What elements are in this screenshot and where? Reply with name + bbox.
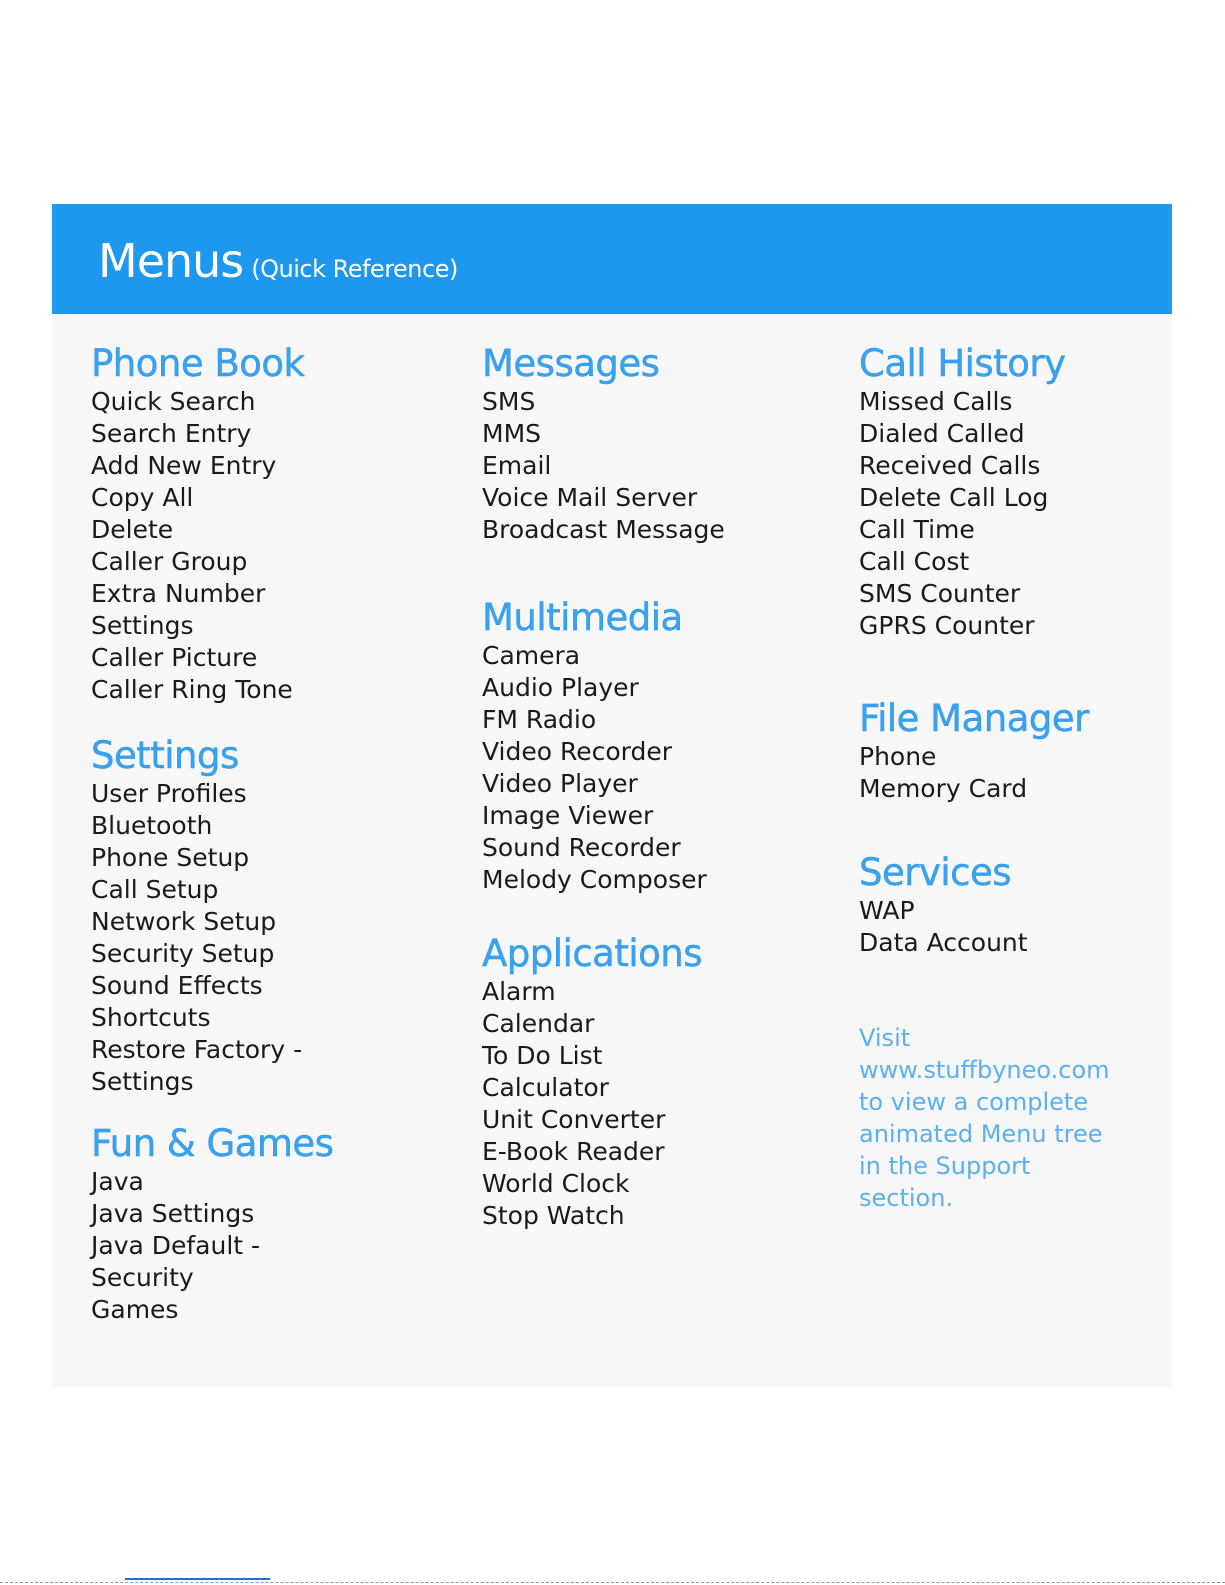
menu-item: Shortcuts xyxy=(91,1003,211,1032)
menu-item: Sound Effects xyxy=(91,971,263,1000)
menu-item: Search Entry xyxy=(91,419,252,448)
menu-item: Restore Factory - xyxy=(91,1035,303,1064)
note-line: Visit xyxy=(859,1024,911,1052)
menu-list-messages xyxy=(482,386,725,546)
page-edge-divider xyxy=(0,1582,1225,1583)
menu-list-file-manager xyxy=(859,741,1089,805)
section-title-services: Services xyxy=(859,851,1012,894)
menu-item: World Clock xyxy=(482,1169,630,1198)
menu-item: MMS xyxy=(482,419,542,448)
section-title-fun-games: Fun & Games xyxy=(91,1122,334,1165)
section-file-manager xyxy=(859,697,1089,805)
section-messages xyxy=(482,342,725,546)
section-applications xyxy=(482,932,702,1232)
menu-item: Security Setup xyxy=(91,939,275,968)
section-title-file-manager: File Manager xyxy=(859,697,1089,740)
menu-item: Extra Number xyxy=(91,579,266,608)
menu-list-services xyxy=(859,895,1028,959)
section-title-applications: Applications xyxy=(482,932,703,975)
section-services xyxy=(859,851,1028,959)
menu-item: Java Settings xyxy=(91,1199,255,1228)
section-fun-games xyxy=(91,1122,333,1326)
menu-item: Java xyxy=(91,1167,144,1196)
menu-item: Video Recorder xyxy=(482,737,673,766)
menu-item: Caller Ring Tone xyxy=(91,675,293,704)
menu-item: WAP xyxy=(859,896,915,925)
menu-item: Image Viewer xyxy=(482,801,654,830)
menu-item: Settings xyxy=(91,611,194,640)
menu-item: GPRS Counter xyxy=(859,611,1035,640)
menu-item: Calculator xyxy=(482,1073,609,1102)
bottom-link-underline xyxy=(125,1578,270,1580)
header-banner xyxy=(52,204,1172,314)
section-phone-book xyxy=(91,342,304,706)
menu-item: User Profiles xyxy=(91,779,247,808)
menu-item: Phone xyxy=(859,742,937,771)
menu-item: Delete Call Log xyxy=(859,483,1049,512)
menu-item: SMS xyxy=(482,387,536,416)
menu-item: Caller Picture xyxy=(91,643,258,672)
note-line: section. xyxy=(859,1184,954,1212)
menu-item: Quick Search xyxy=(91,387,256,416)
menu-item: Phone Setup xyxy=(91,843,250,872)
menu-item: Dialed Called xyxy=(859,419,1025,448)
note-link-url[interactable]: www.stuffbyneo.com xyxy=(859,1056,1110,1084)
menu-item: Call Cost xyxy=(859,547,970,576)
page-title-text: Menus xyxy=(98,234,244,288)
menu-item: Melody Composer xyxy=(482,865,707,894)
menu-item: To Do List xyxy=(482,1041,603,1070)
menu-item: Delete xyxy=(91,515,174,544)
menu-item: Games xyxy=(91,1295,179,1324)
note-line: in the Support xyxy=(859,1152,1031,1180)
page-subtitle: (Quick Reference) xyxy=(251,255,458,283)
menu-item: E-Book Reader xyxy=(482,1137,665,1166)
note-line: to view a complete xyxy=(859,1088,1089,1116)
menu-item: Missed Calls xyxy=(859,387,1013,416)
menu-item: Call Time xyxy=(859,515,975,544)
menu-list-multimedia xyxy=(482,640,707,896)
section-title-phone-book: Phone Book xyxy=(91,342,305,385)
menu-item: Unit Converter xyxy=(482,1105,666,1134)
menu-item: Network Setup xyxy=(91,907,277,936)
menu-item: Alarm xyxy=(482,977,556,1006)
menu-item: Voice Mail Server xyxy=(482,483,698,512)
menu-item: Email xyxy=(482,451,552,480)
section-title-multimedia: Multimedia xyxy=(482,596,683,639)
menu-item: Camera xyxy=(482,641,581,670)
section-title-messages: Messages xyxy=(482,342,660,385)
page-title xyxy=(98,234,458,288)
menu-list-settings xyxy=(91,778,302,1098)
menu-item: Bluetooth xyxy=(91,811,213,840)
menu-item: Java Default - xyxy=(91,1231,261,1260)
section-call-history xyxy=(859,342,1065,642)
menu-item: Audio Player xyxy=(482,673,639,702)
menu-item: Settings xyxy=(91,1067,194,1096)
menu-item: Video Player xyxy=(482,769,638,798)
menu-item: Calendar xyxy=(482,1009,595,1038)
support-note xyxy=(859,1022,1129,1214)
menu-item: Data Account xyxy=(859,928,1028,957)
note-line: animated Menu tree xyxy=(859,1120,1103,1148)
menu-item: Security xyxy=(91,1263,194,1292)
menu-item: Stop Watch xyxy=(482,1201,625,1230)
section-multimedia xyxy=(482,596,707,896)
section-title-call-history: Call History xyxy=(859,342,1066,385)
menu-list-applications xyxy=(482,976,702,1232)
menu-item: SMS Counter xyxy=(859,579,1021,608)
menu-item: Broadcast Message xyxy=(482,515,725,544)
menu-list-phone-book xyxy=(91,386,304,706)
menu-item: Add New Entry xyxy=(91,451,277,480)
menu-list-fun-games xyxy=(91,1166,333,1326)
menu-item: Memory Card xyxy=(859,774,1028,803)
section-settings xyxy=(91,734,302,1098)
menu-item: Copy All xyxy=(91,483,194,512)
menu-item: Received Calls xyxy=(859,451,1041,480)
menu-item: Call Setup xyxy=(91,875,219,904)
menu-item: Sound Recorder xyxy=(482,833,681,862)
menu-list-call-history xyxy=(859,386,1065,642)
section-title-settings: Settings xyxy=(91,734,239,777)
menu-item: Caller Group xyxy=(91,547,248,576)
menu-item: FM Radio xyxy=(482,705,597,734)
